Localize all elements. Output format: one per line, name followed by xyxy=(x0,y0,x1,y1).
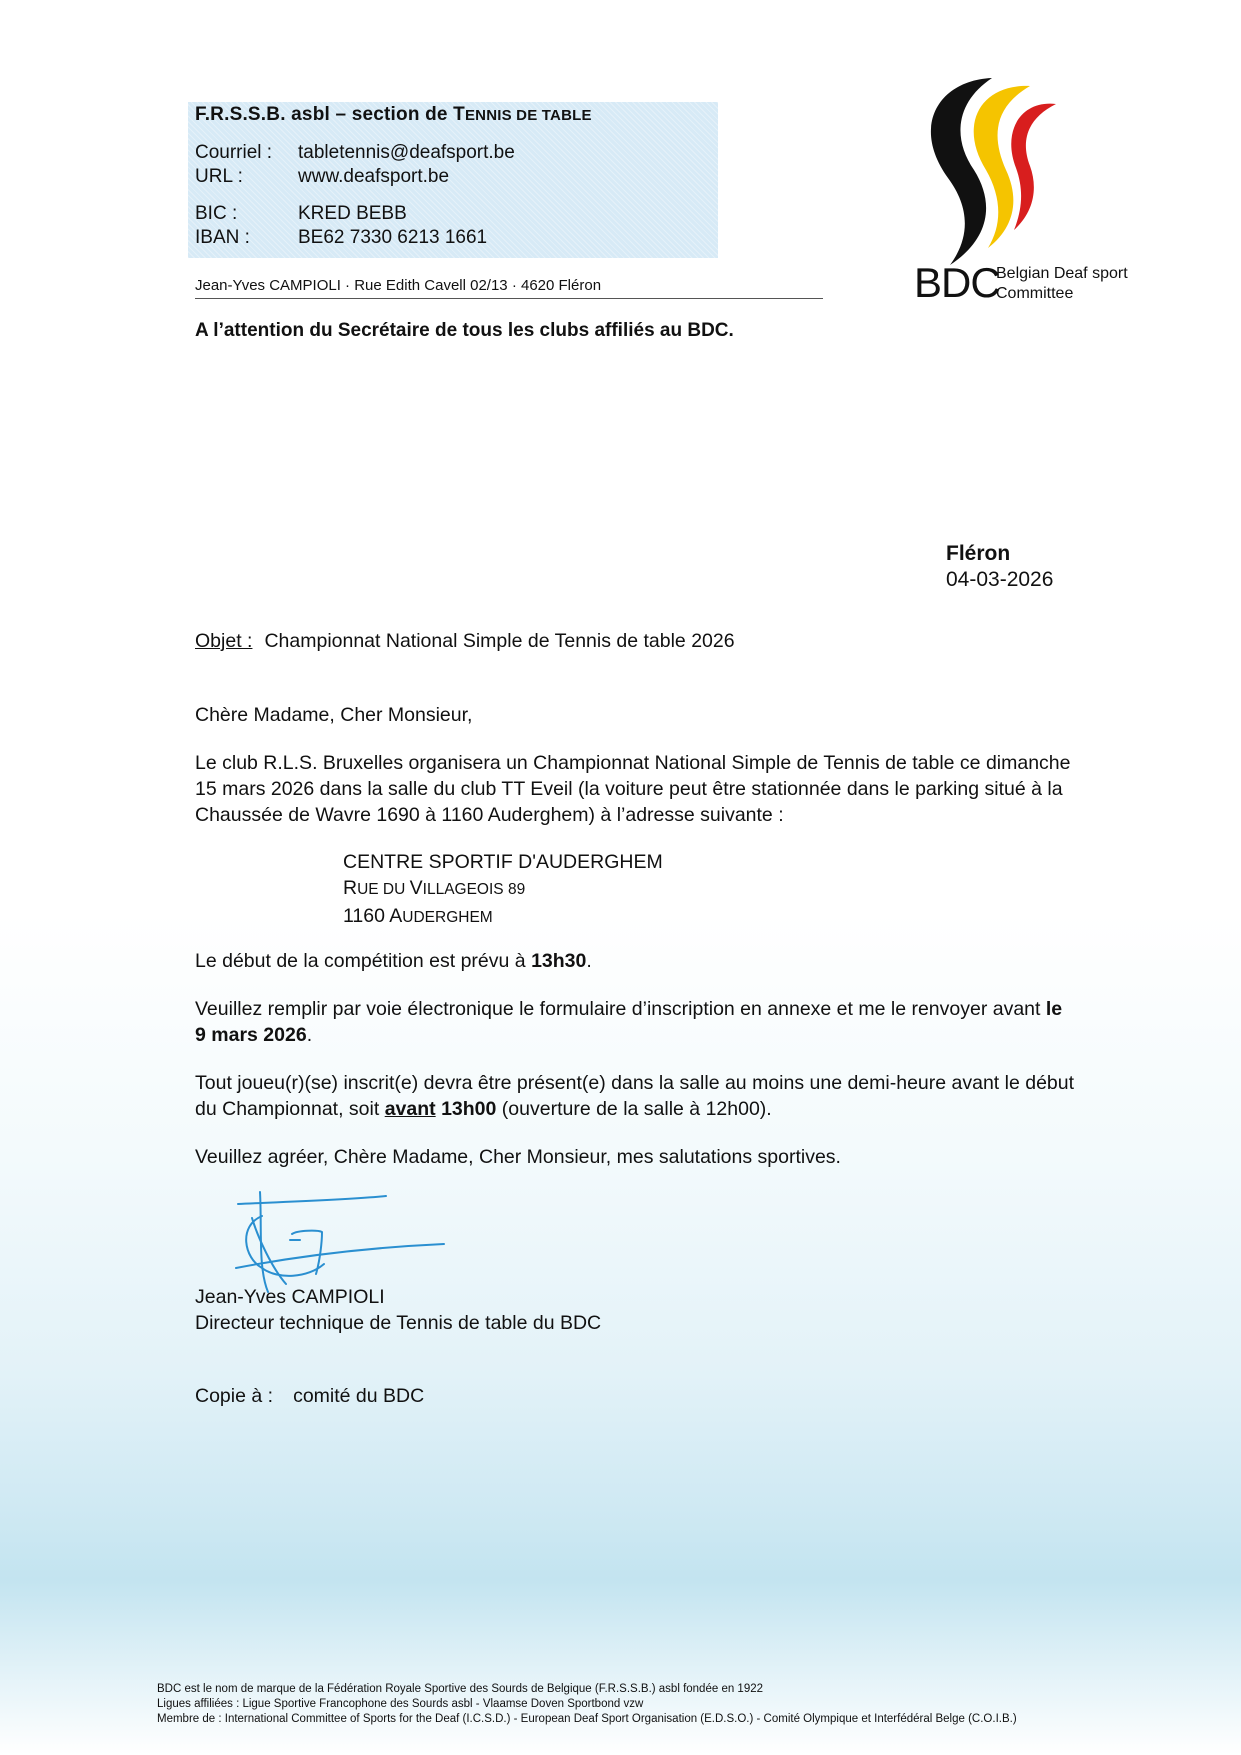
paragraph-announcement xyxy=(195,750,1125,828)
closing-salutation: Veuillez agréer, Chère Madame, Cher Monsieur, mes salutations sportives. xyxy=(195,1146,841,1168)
paragraph-line: 15 mars 2026 dans la salle du club TT Eveil (la voiture peut être stationnée dans le parking situé à la xyxy=(195,778,1063,800)
sender-address-line: Jean-Yves CAMPIOLI · Rue Edith Cavell 02/13 · 4620 Fléron xyxy=(195,277,602,294)
email-value: tabletennis@deafsport.be xyxy=(298,142,515,163)
paragraph-line: Le club R.L.S. Bruxelles organisera un Championnat National Simple de Tennis de table ce dimanche xyxy=(195,752,1071,774)
venue-street: RUE DU VILLAGEOIS 89 xyxy=(343,877,526,899)
sender-divider xyxy=(195,298,823,299)
iban-label: IBAN : xyxy=(195,227,250,248)
org-section-initial: T xyxy=(453,104,465,125)
logo-letters: BDC xyxy=(914,259,1000,306)
footer xyxy=(157,1682,1017,1727)
logo-subtitle-line2: Committee xyxy=(996,285,1074,302)
organization-title xyxy=(195,104,592,126)
paragraph-attendance: Tout joueu(r)(se) inscrit(e) devra être présent(e) dans la salle au moins une demi-heure avant le début du Championnat, soit avant 13h00 (ouverture de la salle à 12h00). xyxy=(195,1072,1075,1120)
start-time: 13h30 xyxy=(531,950,587,972)
venue-city: 1160 AUDERGHEM xyxy=(343,905,493,927)
bic-value: KRED BEBB xyxy=(298,203,407,224)
paragraph-registration: Veuillez remplir par voie électronique le formulaire d’inscription en annexe et me le renvoyer avant le 9 mars 2026. xyxy=(195,998,1063,1046)
registration-deadline: 9 mars 2026 xyxy=(195,1024,307,1046)
org-section-part1: ENNIS DE xyxy=(464,107,542,124)
signatory-title: Directeur technique de Tennis de table du BDC xyxy=(195,1312,602,1334)
url-value: www.deafsport.be xyxy=(298,166,450,187)
logo-subtitle-line1: Belgian Deaf sport xyxy=(996,265,1128,282)
org-name: F.R.S.S.B. asbl – section de xyxy=(195,104,454,125)
url-label: URL : xyxy=(195,166,243,187)
iban-value: BE62 7330 6213 1661 xyxy=(298,227,488,248)
paragraph-start-time: Le début de la compétition est prévu à 13h30. xyxy=(195,950,592,972)
paragraph-line: Chaussée de Wavre 1690 à 1160 Auderghem) à l’adresse suivante : xyxy=(195,804,784,826)
subject-label: Objet : xyxy=(195,630,253,652)
bdc-flame-icon xyxy=(910,70,1060,270)
footer-line: BDC est le nom de marque de la Fédération Royale Sportive des Sourds de Belgique (F.R.S.S.B.) asbl fondée en 1922 xyxy=(157,1683,764,1695)
copy-line xyxy=(195,1385,424,1408)
bdc-logo xyxy=(910,70,1060,275)
attention-line: A l’attention du Secrétaire de tous les clubs affiliés au BDC. xyxy=(195,320,734,341)
copy-label: Copie à : xyxy=(195,1385,274,1407)
footer-line: Ligues affiliées : Ligue Sportive Francophone des Sourds asbl - Vlaamse Doven Sportbond vzw xyxy=(157,1698,644,1710)
venue-name: CENTRE SPORTIF D'AUDERGHEM xyxy=(343,851,663,873)
org-section-part2: TABLE xyxy=(541,107,592,124)
subject-text: Championnat National Simple de Tennis de table 2026 xyxy=(264,630,735,652)
copy-recipient: comité du BDC xyxy=(293,1385,425,1407)
greeting: Chère Madame, Cher Monsieur, xyxy=(195,704,473,726)
venue-address xyxy=(343,849,663,931)
bic-label: BIC : xyxy=(195,203,238,224)
place: Fléron xyxy=(946,542,1011,565)
footer-line: Membre de : International Committee of Sports for the Deaf (I.C.S.D.) - European Deaf Sport Organisation (E.D.S.O.) - Comité Olympique et Interfédéral Belge (C.O.I.B.) xyxy=(157,1713,1017,1725)
subject-line xyxy=(195,630,735,653)
email-label: Courriel : xyxy=(195,142,273,163)
date: 04-03-2026 xyxy=(946,568,1054,591)
signatory-name: Jean-Yves CAMPIOLI xyxy=(195,1286,385,1308)
